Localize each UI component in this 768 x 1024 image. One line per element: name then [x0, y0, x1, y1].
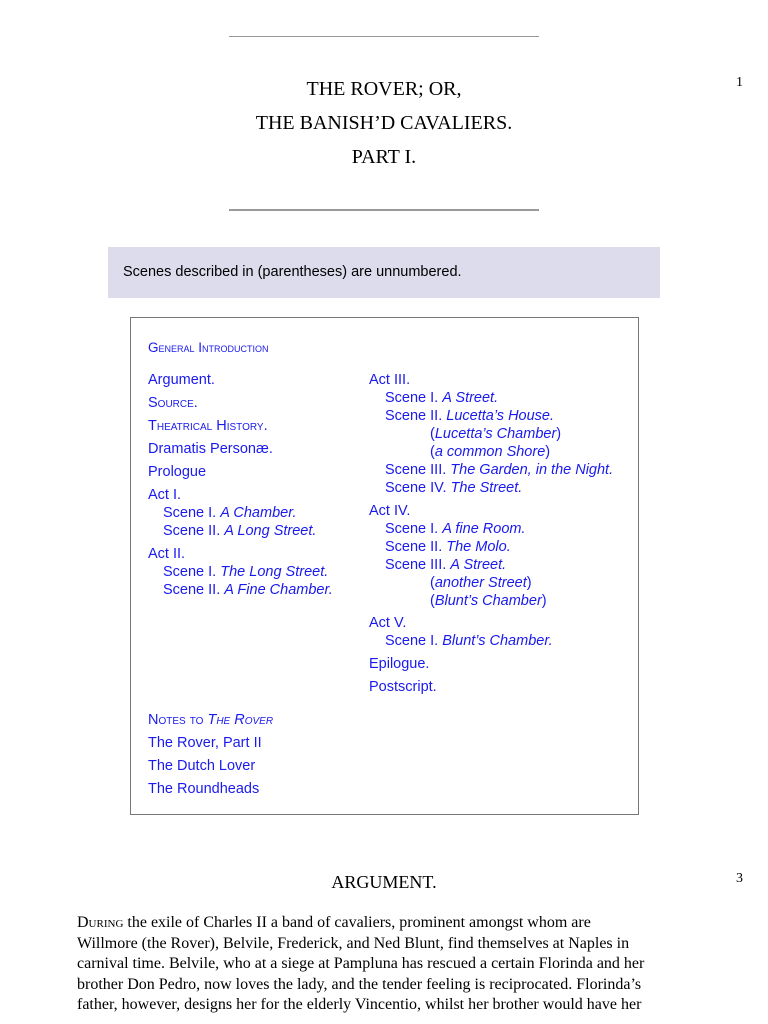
paragraph-line-2: Willmore (the Rover), Belvile, Frederick, and Ned Blunt, find themselves at Naples in: [77, 934, 630, 952]
toc-act-5[interactable]: Act V.: [369, 615, 407, 631]
scene-number: Scene I.: [163, 564, 221, 580]
toc-general-introduction[interactable]: General Introduction: [148, 340, 269, 355]
paren-close: ): [545, 444, 551, 460]
toc-act1-scene-2[interactable]: [163, 522, 316, 540]
toc-act-2[interactable]: Act II.: [148, 546, 186, 562]
scene-name: The Long Street.: [220, 564, 329, 580]
toc-dramatis-personae[interactable]: Dramatis Personæ.: [148, 441, 273, 457]
toc-act3-scene-2[interactable]: [385, 407, 554, 425]
toc-prologue[interactable]: Prologue: [148, 464, 207, 480]
scene-number: Scene II.: [163, 523, 225, 539]
paragraph-line-4: brother Don Pedro, now loves the lady, and the tender feeling is reciprocated. Florinda’s: [77, 975, 642, 993]
paren-close: ): [556, 426, 562, 442]
toc-roundheads[interactable]: The Roundheads: [148, 781, 260, 797]
scene-number: Scene II.: [163, 582, 225, 598]
scene-name: A Street.: [442, 390, 499, 406]
toc-act4-scene-3[interactable]: [385, 556, 506, 574]
notes-title: The Rover: [207, 712, 274, 728]
scene-name: The Garden, in the Night.: [450, 462, 614, 478]
toc-act3-scene-3[interactable]: [385, 461, 613, 479]
toc-epilogue[interactable]: Epilogue.: [369, 656, 430, 672]
paren-open: (: [430, 593, 435, 609]
scene-name: A Long Street.: [224, 523, 317, 539]
toc-act-4[interactable]: Act IV.: [369, 503, 411, 519]
toc-dutch-lover[interactable]: The Dutch Lover: [148, 758, 256, 774]
scene-name: A fine Room.: [442, 521, 526, 537]
paren-open: (: [430, 575, 435, 591]
toc-act4-unnumbered-1[interactable]: [430, 574, 532, 592]
unnumbered-scene-name: Lucetta’s Chamber: [434, 426, 557, 442]
drop-word: During: [77, 914, 124, 931]
table-of-contents: [130, 317, 639, 815]
scenes-note-text: Scenes described in (parentheses) are unnumbered.: [123, 264, 462, 280]
paren-close: ): [526, 575, 532, 591]
argument-paragraph: [77, 913, 689, 1016]
toc-act-1[interactable]: Act I.: [148, 487, 182, 503]
paren-close: ): [541, 593, 547, 609]
toc-act2-scene-1[interactable]: [163, 563, 328, 581]
toc-act-3[interactable]: Act III.: [369, 372, 411, 388]
page-number: 1: [736, 75, 743, 90]
notes-prefix: Notes to: [148, 712, 208, 728]
scene-name: Lucetta’s House.: [446, 408, 555, 424]
toc-argument[interactable]: Argument.: [148, 372, 215, 388]
scene-name: A Chamber.: [220, 505, 297, 521]
toc-act1-scene-1[interactable]: [163, 504, 297, 522]
toc-act4-scene-1[interactable]: [385, 520, 526, 538]
scene-name: The Street.: [450, 480, 523, 496]
title-bottom-rule: [229, 209, 539, 211]
toc-source[interactable]: Source.: [148, 395, 198, 411]
unnumbered-scene-name: a common Shore: [434, 444, 546, 460]
toc-act2-scene-2[interactable]: [163, 581, 333, 599]
toc-rover-part-2[interactable]: The Rover, Part II: [148, 735, 262, 751]
unnumbered-scene-name: another Street: [434, 575, 527, 591]
toc-act5-scene-1[interactable]: [385, 632, 553, 650]
toc-postscript[interactable]: Postscript.: [369, 679, 437, 695]
toc-theatrical-history[interactable]: Theatrical History.: [148, 418, 268, 434]
top-rule: [229, 36, 539, 37]
scene-name: A Street.: [450, 557, 507, 573]
toc-notes-to-the-rover[interactable]: [148, 711, 273, 729]
paragraph-line-1: [77, 913, 689, 934]
toc-act4-unnumbered-2[interactable]: [430, 592, 547, 610]
paragraph-line-3: carnival time. Belvile, who at a siege at Pampluna has rescued a certain Florinda and her: [77, 955, 645, 972]
page-number: 3: [736, 871, 743, 886]
scene-number: Scene III.: [385, 557, 451, 573]
scene-name: The Molo.: [446, 539, 511, 555]
title-line-2: THE BANISH’D CAVALIERS.: [255, 112, 513, 134]
section-heading-argument: ARGUMENT.: [331, 872, 437, 892]
toc-act3-unnumbered-2[interactable]: [430, 443, 550, 461]
scene-number: Scene II.: [385, 539, 447, 555]
title-line-3: PART I.: [351, 146, 417, 168]
play-title: [0, 72, 768, 174]
scenes-note: [108, 247, 660, 298]
toc-act4-scene-2[interactable]: [385, 538, 511, 556]
title-line-1: THE ROVER; OR,: [306, 78, 462, 100]
scene-number: Scene IV.: [385, 480, 451, 496]
scene-number: Scene III.: [385, 462, 451, 478]
paren-open: (: [430, 444, 435, 460]
line-text: the exile of Charles II a band of cavaliers, prominent amongst whom are: [123, 914, 591, 931]
toc-act3-scene-1[interactable]: [385, 389, 498, 407]
scene-number: Scene I.: [385, 390, 443, 406]
paragraph-line-5: father, however, designs her for the elderly Vincentio, whilst her brother would have her: [77, 996, 642, 1013]
scene-number: Scene II.: [385, 408, 447, 424]
unnumbered-scene-name: Blunt’s Chamber: [434, 593, 542, 609]
scene-name: A Fine Chamber.: [224, 582, 333, 598]
toc-act3-scene-4[interactable]: [385, 479, 522, 497]
scene-number: Scene I.: [385, 521, 443, 537]
scene-number: Scene I.: [385, 633, 443, 649]
toc-act3-unnumbered-1[interactable]: [430, 425, 561, 443]
scene-name: Blunt’s Chamber.: [442, 633, 553, 649]
scene-number: Scene I.: [163, 505, 221, 521]
paren-open: (: [430, 426, 435, 442]
